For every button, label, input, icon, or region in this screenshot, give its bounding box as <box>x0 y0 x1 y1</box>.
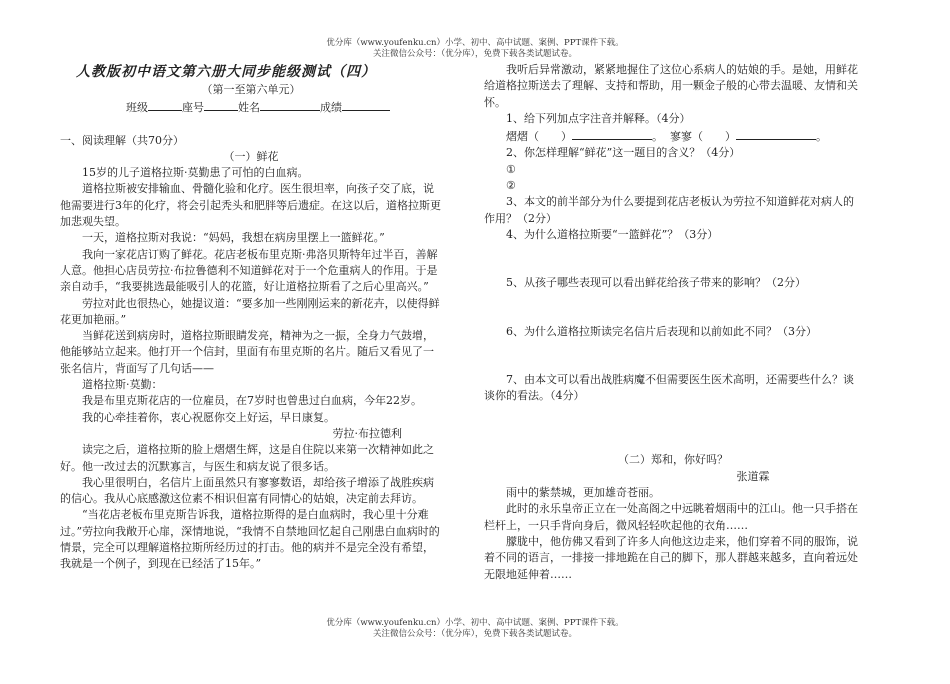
question-1-items: 熠熠（ ） 。 寥寥（ ） 。 <box>484 127 862 145</box>
q1-answer-b[interactable] <box>736 127 816 140</box>
paragraph: “当花店老板布里克斯告诉我，道格拉斯得的是白血病时，我心里十分难过。”劳拉向我敞开心扉，深情地说，“我情不自禁地回忆起自己刚患白血病时的情景，完全可以理解道格拉斯所经历过的打击。他的病并不是完全没有希望，我就是一个例子，到现在已经活了15年。” <box>60 508 440 571</box>
footer-line-1: 优分库（www.youfenku.cn）小学、初中、高中试题、案例、PPT课件下载。 <box>326 618 624 628</box>
paragraph: 劳拉对此也很热心，她提议道：“要多加一些刚刚运来的新花卉，以使得鲜花更加艳丽。” <box>60 296 440 326</box>
passage-2-author: 张道霖 <box>736 469 770 483</box>
q1-item-b: 寥寥（ ） <box>670 130 736 144</box>
question-6: 6、为什么道格拉斯读完名信片后表现和以前如此不同？（3分） <box>506 324 817 338</box>
name-blank[interactable] <box>260 98 320 111</box>
page-header <box>0 38 950 60</box>
paragraph: 15岁的儿子道格拉斯·莫勤患了可怕的白血病。 <box>82 166 309 180</box>
paragraph: 我听后异常激动，紧紧地握住了这位心系病人的姑娘的手。是她，用鲜花给道格拉斯送去了理解、支持和帮助，用一颗金子般的心带去温暖、友情和关怀。 <box>484 63 858 109</box>
student-info-fields <box>126 98 442 116</box>
question-7: 7、由本文可以看出战胜病魔不但需要医生医术高明，还需要些什么？谈谈你的看法。（4分） <box>484 372 854 403</box>
class-blank[interactable] <box>148 98 182 111</box>
q1-answer-a[interactable] <box>572 127 652 140</box>
paragraph: 道格拉斯被安排输血、骨髓化验和化疗。医生很坦率，向孩子交了底，说他需要进行3年的化疗，将会引起秃头和肥胖等后遗症。在这以后，道格拉斯更加悲观失望。 <box>60 182 441 229</box>
paragraph: 当鲜花送到病房时，道格拉斯眼睛发亮，精神为之一振，全身力气鼓增，他能够站立起来。他打开一个信封，里面有布里克斯的名片。随后又看见了一张名信片，背面写了几句话—— <box>60 329 434 375</box>
left-column <box>60 62 442 573</box>
paragraph: 我心里很明白，名信片上面虽然只有寥寥数语，却给孩子增添了战胜疾病的信心。我从心底感激这位素不相识但富有同情心的姑娘，决定前去拜访。 <box>60 475 434 506</box>
score-blank[interactable] <box>342 98 390 111</box>
paragraph: 朦胧中，他仿佛又看到了许多人向他这边走来，他们穿着不同的服饰，说着不同的语言，一排接一排地跪在自己的脚下，那人群越来越多，直向着远处无限地延伸着…… <box>484 534 858 581</box>
question-3: 3、本文的前半部分为什么要提到花店老板认为劳拉不知道鲜花对病人的作用？（2分） <box>484 195 854 225</box>
section-heading: 一、阅读理解（共70分） <box>60 133 184 147</box>
passage-title: （一）鲜花 <box>223 149 279 163</box>
q2-point-1: ① <box>506 162 516 176</box>
letter-body: 我是布里克斯花店的一位雇员，在7岁时也曾患过白血病，今年22岁。 <box>82 394 422 408</box>
question-5: 5、从孩子哪些表现可以看出鲜花给孩子带来的影响？（2分） <box>506 276 806 290</box>
paragraph: 一天，道格拉斯对我说：“妈妈，我想在病房里摆上一篮鲜花。” <box>82 231 385 245</box>
q2-point-2: ② <box>506 179 516 193</box>
passage-2-title: （二）郑和，你好吗？ <box>618 453 728 467</box>
question-1: 1、给下列加点字注音并解释。（4分） <box>506 111 691 125</box>
letter-signature: 劳拉·布拉德利 <box>332 426 402 440</box>
exam-subtitle: （第一至第六单元） <box>201 83 301 96</box>
paragraph: 读完之后，道格拉斯的脸上熠熠生辉，这是自住院以来第一次精神如此之好。他一改过去的沉默寡言，与医生和病友说了很多话。 <box>60 443 434 473</box>
seat-blank[interactable] <box>204 98 238 111</box>
page-footer <box>0 618 950 640</box>
right-column <box>484 62 862 583</box>
question-2: 2、你怎样理解“鲜花”这一题目的含义？（4分） <box>506 146 741 160</box>
seat-label: 座号 <box>182 101 204 115</box>
class-label: 班级 <box>126 101 148 115</box>
q1-item-a: 熠熠（ ） <box>506 130 572 144</box>
paragraph: 我向一家花店订购了鲜花。花店老板布里克斯·弗洛贝斯特年过半百，善解人意。他担心店员劳拉·布拉鲁德利不知道鲜花对于一个危重病人的作用。于是亲自动手，“我要挑选最能吸引人的花篮，好让道格拉斯看了之后心里高兴。” <box>60 247 438 294</box>
name-label: 姓名 <box>238 101 260 115</box>
exam-title: 人教版初中语文第六册大同步能级测试（四） <box>76 64 376 80</box>
letter-body: 我的心牵挂着你，衷心祝愿你交上好运，早日康复。 <box>82 410 335 424</box>
header-line-2: 关注微信公众号：（优分库），免费下载各类试题试卷。 <box>372 49 577 59</box>
header-line-1: 优分库（www.youfenku.cn）小学、初中、高中试题、案例、PPT课件下载。 <box>326 38 624 48</box>
paragraph: 雨中的紫禁城，更加雄奇苍丽。 <box>506 486 660 500</box>
score-label: 成绩 <box>320 101 342 115</box>
paragraph: 此时的永乐皇帝正立在一处高阁之中远眺着烟雨中的江山。他一只手搭在栏杆上，一只手背向身后，微风轻轻吹起他的衣角…… <box>484 502 858 532</box>
letter-salutation: 道格拉斯·莫勤： <box>82 378 163 392</box>
footer-line-2: 关注微信公众号：（优分库），免费下载各类试题试卷。 <box>372 629 577 639</box>
question-4: 4、为什么道格拉斯要“一篮鲜花”？（3分） <box>506 227 719 241</box>
